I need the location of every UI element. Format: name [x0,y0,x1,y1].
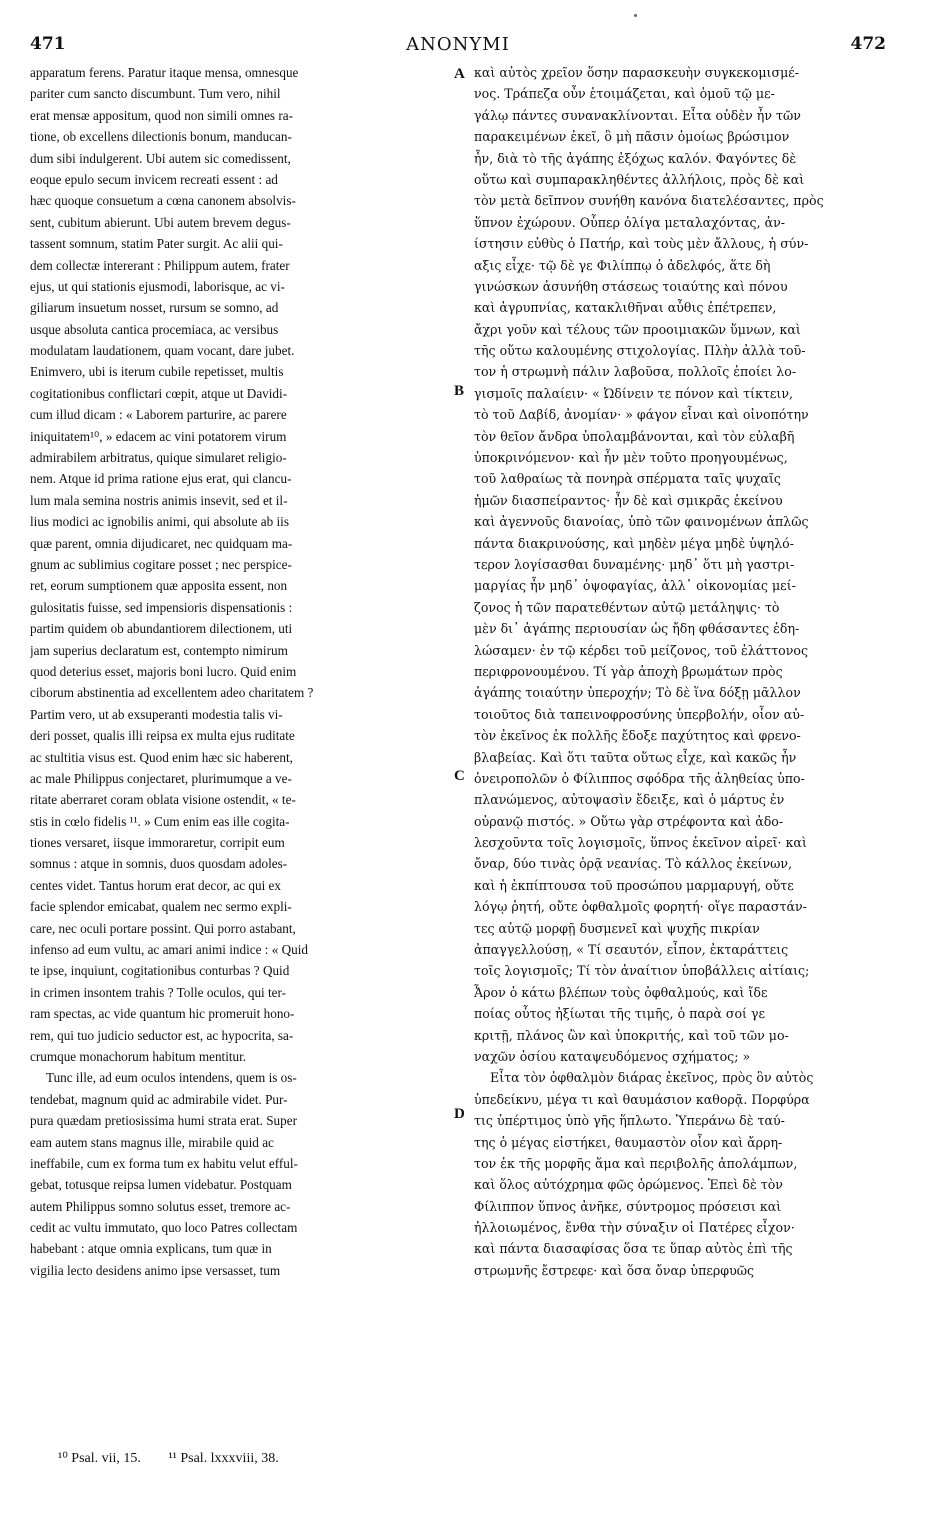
text-line: apparatum ferens. Paratur itaque mensa, omnesque [30,65,299,80]
text-line: ἡμῶν διασπείραντος· ἦν δὲ καὶ σμικρᾶς ἐκείνου [474,492,783,508]
text-line: infenso ad eum vultu, ac amari animi indice : « Quid [30,942,308,958]
text-line: καὶ πάντα διασαφίσας ὅσα τε ὕπαρ αὐτὸς ἐπὶ τῆς [474,1241,793,1257]
text-line: gnum ac sublimius cogitare posset ; nec perspice- [30,556,292,572]
text-line: οὐρανῷ πιστός. » Οὕτω γὰρ στρέφοντα καὶ ἀδο- [474,813,784,829]
text-line: τες αὐτῷ μορφῇ δυσμενεῖ καὶ ψυχῆς πικρίαν [474,920,760,936]
text-line: ret, eorum sumptionem quæ apposita essent, non [30,578,288,594]
text-line: pura quædam pretiosissima humi strata erat. Super [30,1113,297,1129]
section-marker-b: B [454,383,465,399]
footnote-10: ¹⁰ Psal. vii, 15. [58,1451,141,1466]
text-line: iniquitatem¹⁰, » edacem ac vini potatorem virum [30,428,287,444]
text-line: τοῦ λαθραίως τὰ πονηρὰ σπέρματα ταῖς ψυχαῖς [474,471,781,487]
footnotes [58,1450,303,1467]
text-line: ineffabile, cum ex forma tum ex habitu velut efful- [30,1155,298,1171]
section-markers [454,62,476,1162]
text-line: γινώσκων ἀσυνήθη στάσεως τοιαύτης καὶ πόνου [474,278,788,294]
text-line: nem. Atque id prima ratione ejus erat, qui clancu- [30,471,292,487]
text-line: pariter cum sancto discumbunt. Tum vero, nihil [30,86,281,102]
text-line: κριτῇ, πλάνος ὢν καὶ ὑποκριτής, καὶ τοῦ τῶν μο- [474,1027,789,1043]
text-line: ac male Philippus conjectaret, plurimumque a ve- [30,770,292,786]
text-line: τον ἐκ τῆς μορφῆς ἅμα καὶ περιβολῆς ἀπολάμπων, [474,1155,798,1171]
text-line: facie splendor emicabat, qualem nec sermo expli- [30,899,292,915]
text-line: tassent somnum, statim Pater surgit. Ac alii qui- [30,236,283,252]
text-line: rem, qui tuo judicio seductor est, ac hypocrita, sa- [30,1027,294,1043]
text-line: tione, ob excellens dilectionis bonum, manducan- [30,129,292,145]
text-line: somnus : atque in somnis, duos quosdam adoles- [30,856,288,872]
text-line: tendebat, magnum quid ac admirabile videt. Pur- [30,1091,288,1107]
text-line: autem Philippus somno solutus esset, tremore ac- [30,1198,291,1214]
text-line: partim quidem ob abundantiorem dilectionem, uti [30,621,293,637]
text-line: ἦν, διὰ τὸ τῆς ἀγάπης ἐξόχως καλόν. Φαγόντες δὲ [474,150,797,166]
text-line: care, nec oculi portare possint. Qui porro astabant, [30,920,296,936]
text-line: ζονος ἡ τῶν παρατεθέντων αὐτῷ μετάληψις· τὸ [474,599,780,615]
text-line: cogitationibus conflictari cœpit, atque ut Davidi- [30,385,288,401]
text-line: ἄχρι γοῦν καὶ τέλους τῶν προοιμιακῶν ὕμνων, καὶ [474,321,801,337]
text-line: περιφρονουμένου. Τί γὰρ ἀποχὴ βρωμάτων πρὸς [474,663,783,679]
text-line: ac stultitia visus est. Quod enim hæc sic haberent, [30,749,293,765]
text-line: hæc quoque consuetum a cœna canonem absolvis- [30,193,296,209]
text-line: τον ἡ στρωμνὴ πάλιν λαβοῦσα, πολλοῖς ἐποίει λο- [474,364,797,380]
text-line: crumque monachorum habitum mentitur. [30,1048,247,1064]
text-line: στρωμνῆς ἔστρεφε· καὶ ὅσα ὄναρ ὑπερφυῶς [474,1262,755,1278]
text-line: καὶ ἀγεννοῦς διανοίας, ὑπὸ τῶν φαινομένων ἁπλῶς [474,514,809,530]
text-line: erat mensæ appositum, quod non simili omnes ra- [30,107,293,123]
text-line: vigilia lecto desidens animo ipse versasset, tum [30,1262,281,1278]
running-title: ANONYMI [406,34,510,55]
text-line: ritate aberraret coram oblata visione ostendit, « te- [30,792,296,808]
footnote-11: ¹¹ Psal. lxxxviii, 38. [168,1451,279,1466]
text-line: centes videt. Tantus horum erat decor, ac qui ex [30,877,281,893]
text-line: της ὁ μέγας εἱστήκει, θαυμαστὸν οἷον καὶ ἄρρη- [474,1134,783,1150]
text-line: καὶ ὅλος αὐτόχρημα φῶς ὁρώμενος. Ἐπεὶ δὲ τὸν [474,1177,783,1193]
text-line: sent, cubitum abierunt. Ubi autem brevem degus- [30,214,291,230]
text-line: te ipse, inquiunt, cogitationibus conturbas ? Quid [30,963,290,979]
text-line: βλαβείας. Καὶ ὅτι ταῦτα οὕτως εἶχε, καὶ κακῶς ἦν [474,749,797,765]
text-line: ciborum abstinentia ad excellentem adeo charitatem ? [30,685,314,701]
right-page-number: 472 [850,34,886,54]
text-line: admirabilem arbitratus, quique simularet religio- [30,450,287,466]
text-line: tiones versaret, iisque immoraretur, corripit eum [30,835,285,851]
text-line: Φίλιππον ὕπνος ἀνῆκε, σύντρομος πρόσεισι καὶ [474,1198,782,1214]
text-line: dem collectæ intererant : Philippum autem, frater [30,257,290,273]
text-line: μαργίας ἦν μηδ᾽ ὀψοφαγίας, ἀλλ᾽ οἰκονομίας μεί- [474,578,796,594]
text-line: dum sibi indulgerent. Ubi autem sic comedissent, [30,150,291,166]
text-line: τὸ τοῦ Δαβίδ, ἀνομίαν· » φάγον εἶναι καὶ οἰνοπότην [474,407,809,423]
section-marker-c: C [454,768,465,784]
text-line: ἀγάπης τοιαύτην ὑπεροχήν; Τὸ δὲ ἵνα δόξῃ μᾶλλον [474,685,801,701]
text-line: habebant : atque omnia explicans, tum quæ in [30,1241,272,1257]
text-line: γισμοῖς παλαίειν· « Ὠδίνειν τε πόνον καὶ τίκτειν, [474,385,794,401]
text-line: ὑποκρινόμενον· καὶ ἦν μὲν τοῦτο προηγουμένως, [474,450,788,466]
text-line: πλανώμενος, αὐτοψασὶν ἔδειξε, καὶ ὁ μάρτυς ἐν [474,792,785,808]
text-line: giliarum insuetum nosset, rursum se somno, ad [30,300,279,316]
text-line: eam autem stans magnus ille, mirabile quid ac [30,1134,274,1150]
text-line: ὀνειροπολῶν ὁ Φίλιππος σφόδρα τῆς ἀληθείας ὑπο- [474,770,805,786]
text-line: jam superius declaratum est, contempto nimirum [30,642,288,658]
text-line: λεσχοῦντα τοῖς λογισμοῖς, ὕπνος ἐκεῖνον αἱρεῖ· καὶ [474,835,807,851]
text-line: τις ὑπέρτιμος ὑπὸ γῆς ἥπλωτο. Ὑπεράνω δὲ ταύ- [474,1113,785,1129]
text-line: quod deterius esset, majoris boni lucro. Quid enim [30,663,297,679]
text-line: eoque epulo secum invicem recreati essent : ad [30,171,278,187]
text-line: usque absoluta cantica procemiaca, ac versibus [30,321,279,337]
section-marker-a: A [454,66,465,82]
latin-column [30,62,456,1281]
text-line: πάντα διακρινούσης, καὶ μηδὲν μέγα μηδὲ ὑψηλό- [474,535,795,551]
text-line: νος. Τράπεζα οὖν ἑτοιμάζεται, καὶ ὁμοῦ τῷ με- [474,86,775,102]
text-line: stis in cœlo fidelis ¹¹. » Cum enim eas ille cogita- [30,813,290,829]
text-line: ὕπνον ἐχώρουν. Οὗπερ ὀλίγα μεταλαχόντας, ἀν- [474,214,786,230]
left-page-number: 471 [30,34,66,54]
text-line: αξις εἶχε· τῷ δὲ γε Φιλίππῳ ὁ ἀδελφός, ἅτε δὴ [474,257,771,273]
text-line: παρακειμένων ἐκεῖ, ὃ μὴ πᾶσιν ὁμοίως βρώσιμον [474,129,790,145]
stray-mark [634,14,637,17]
text-line: lum mala semina nostris animis insevit, sed et il- [30,492,288,508]
text-line: τὸν θεῖον ἄνδρα ὑπολαμβάνονται, καὶ τὸν εὐλαβῆ [474,428,795,444]
text-line: γάλῳ πάντες συνανακλίνονται. Εἶτα οὐδὲν ἦν τῶν [474,107,801,123]
text-line: cedit ac vultu immutato, quo loco Patres collectam [30,1220,298,1236]
text-line: ὑπεδείκνυ, μέγα τι καὶ θαυμάσιον καθορᾷ. Πορφύρα [474,1091,810,1107]
text-line: λόγῳ ῥητή, οὔτε ὀφθαλμοῖς φορητή· οἵγε παραστάν- [474,899,807,915]
text-line: καὶ ἀγρυπνίας, κατακλιθῆναι αὖθις ἐπέτρεπεν, [474,300,777,316]
text-line: τοῖς λογισμοῖς; Τί τὸν ἀναίτιον ὑποβάλλεις αἰτίαις; [474,963,810,979]
text-line: Enimvero, ubi is iterum cubile repetisset, multis [30,364,284,380]
text-line: τερον λογίσασθαι δυναμένης· μηδ᾽ ὅτι μὴ γαστρι- [474,556,795,572]
text-line: Partim vero, ut ab exsuperanti modestia talis vi- [30,706,283,722]
text-line: τὸν μετὰ δεῖπνον συνήθη κανόνα διατελέσαντες, πρὸς [474,193,824,209]
page-header [30,34,886,58]
text-line: gebat, totusque reipsa lumen videbatur. Postquam [30,1177,292,1193]
text-line: deri posset, qualis illi reipsa ex multa ejus ruditate [30,728,295,744]
text-line: cum illud dicam : « Laborem parturire, ac parere [30,407,287,423]
text-line: λώσαμεν· ἐν τῷ κέρδει τοῦ μείζονος, τοῦ ἐλάττονος [474,642,809,658]
text-line: ναχῶν ὁσίου καταψευδόμενος σχήματος; » [474,1048,751,1064]
text-line: ejus, ut qui stationis ejusmodi, laborisque, ac vi- [30,278,285,294]
text-line: μὲν δι᾽ ἀγάπης περιουσίαν ὡς ἤδη φθάσαντες ἐδη- [474,621,800,637]
section-marker-d: D [454,1106,465,1122]
text-line: Ἆρον ὁ κάτω βλέπων τοὺς ὀφθαλμούς, καὶ ἴδε [474,984,768,1000]
text-line: ἠλλοιωμένος, ἔνθα τὴν σύναξιν οἱ Πατέρες εἶχον· [474,1220,795,1236]
text-line: τοιοῦτος διὰ ταπεινοφροσύνης ὑπερβολήν, οἷον αὐ- [474,706,805,722]
text-line: gulositatis fuisse, sed impensioris dispensationis : [30,599,293,615]
text-line: ίστησιν εὐθὺς ὁ Πατήρ, καὶ τοὺς μὲν ἄλλους, ἡ σύν- [474,236,809,252]
text-line: quæ parent, omnia dijudicaret, nec quidquam ma- [30,535,293,551]
text-line: Εἶτα τὸν ὀφθαλμὸν διάρας ἐκεῖνος, πρὸς ὃν αὐτὸς [490,1070,814,1086]
text-line: ἀπαγγελλούσῃ, « Τί σεαυτόν, εἶπον, ἐκταράττεις [474,942,789,958]
text-line: lius modici ac ignobilis animi, qui absolute ab iis [30,514,289,530]
text-line: τῆς οὕτω καλουμένης στιχολογίας. Πλὴν ἀλλὰ τοῦ- [474,343,806,359]
text-line: ram spectas, ac vide quantum hic promeruit hono- [30,1006,295,1022]
text-line: modulatam laudationem, quam vocant, dare jubet. [30,343,295,359]
text-line: ὄναρ, δύο τινὰς ὁρᾷ νεανίας. Τὸ κάλλος ἐκείνων, [474,856,793,872]
text-line: οὕτω καὶ συμπαρακληθέντες ἀλλήλοις, πρὸς δὲ καὶ [474,171,805,187]
greek-column [474,62,886,1281]
text-line: ποίας οὗτος ἠξίωται τῆς τιμῆς, ὁ παρὰ σοί γε [474,1006,766,1022]
text-line: καὶ ἡ ἐκπίπτουσα τοῦ προσώπου μαρμαρυγή, οὔτε [474,877,794,893]
text-line: Tunc ille, ad eum oculos intendens, quem is os- [46,1070,297,1086]
text-line: καὶ αὐτὸς χρεῖον ὅσην παρασκευὴν συγκεκομισμέ- [474,65,800,80]
text-line: τὸν ἐκεῖνος ἐκ πολλῆς ἔδοξε παχύτητος καὶ φρενο- [474,728,801,744]
text-line: in crimen insontem trahis ? Tolle oculos, qui ter- [30,984,287,1000]
